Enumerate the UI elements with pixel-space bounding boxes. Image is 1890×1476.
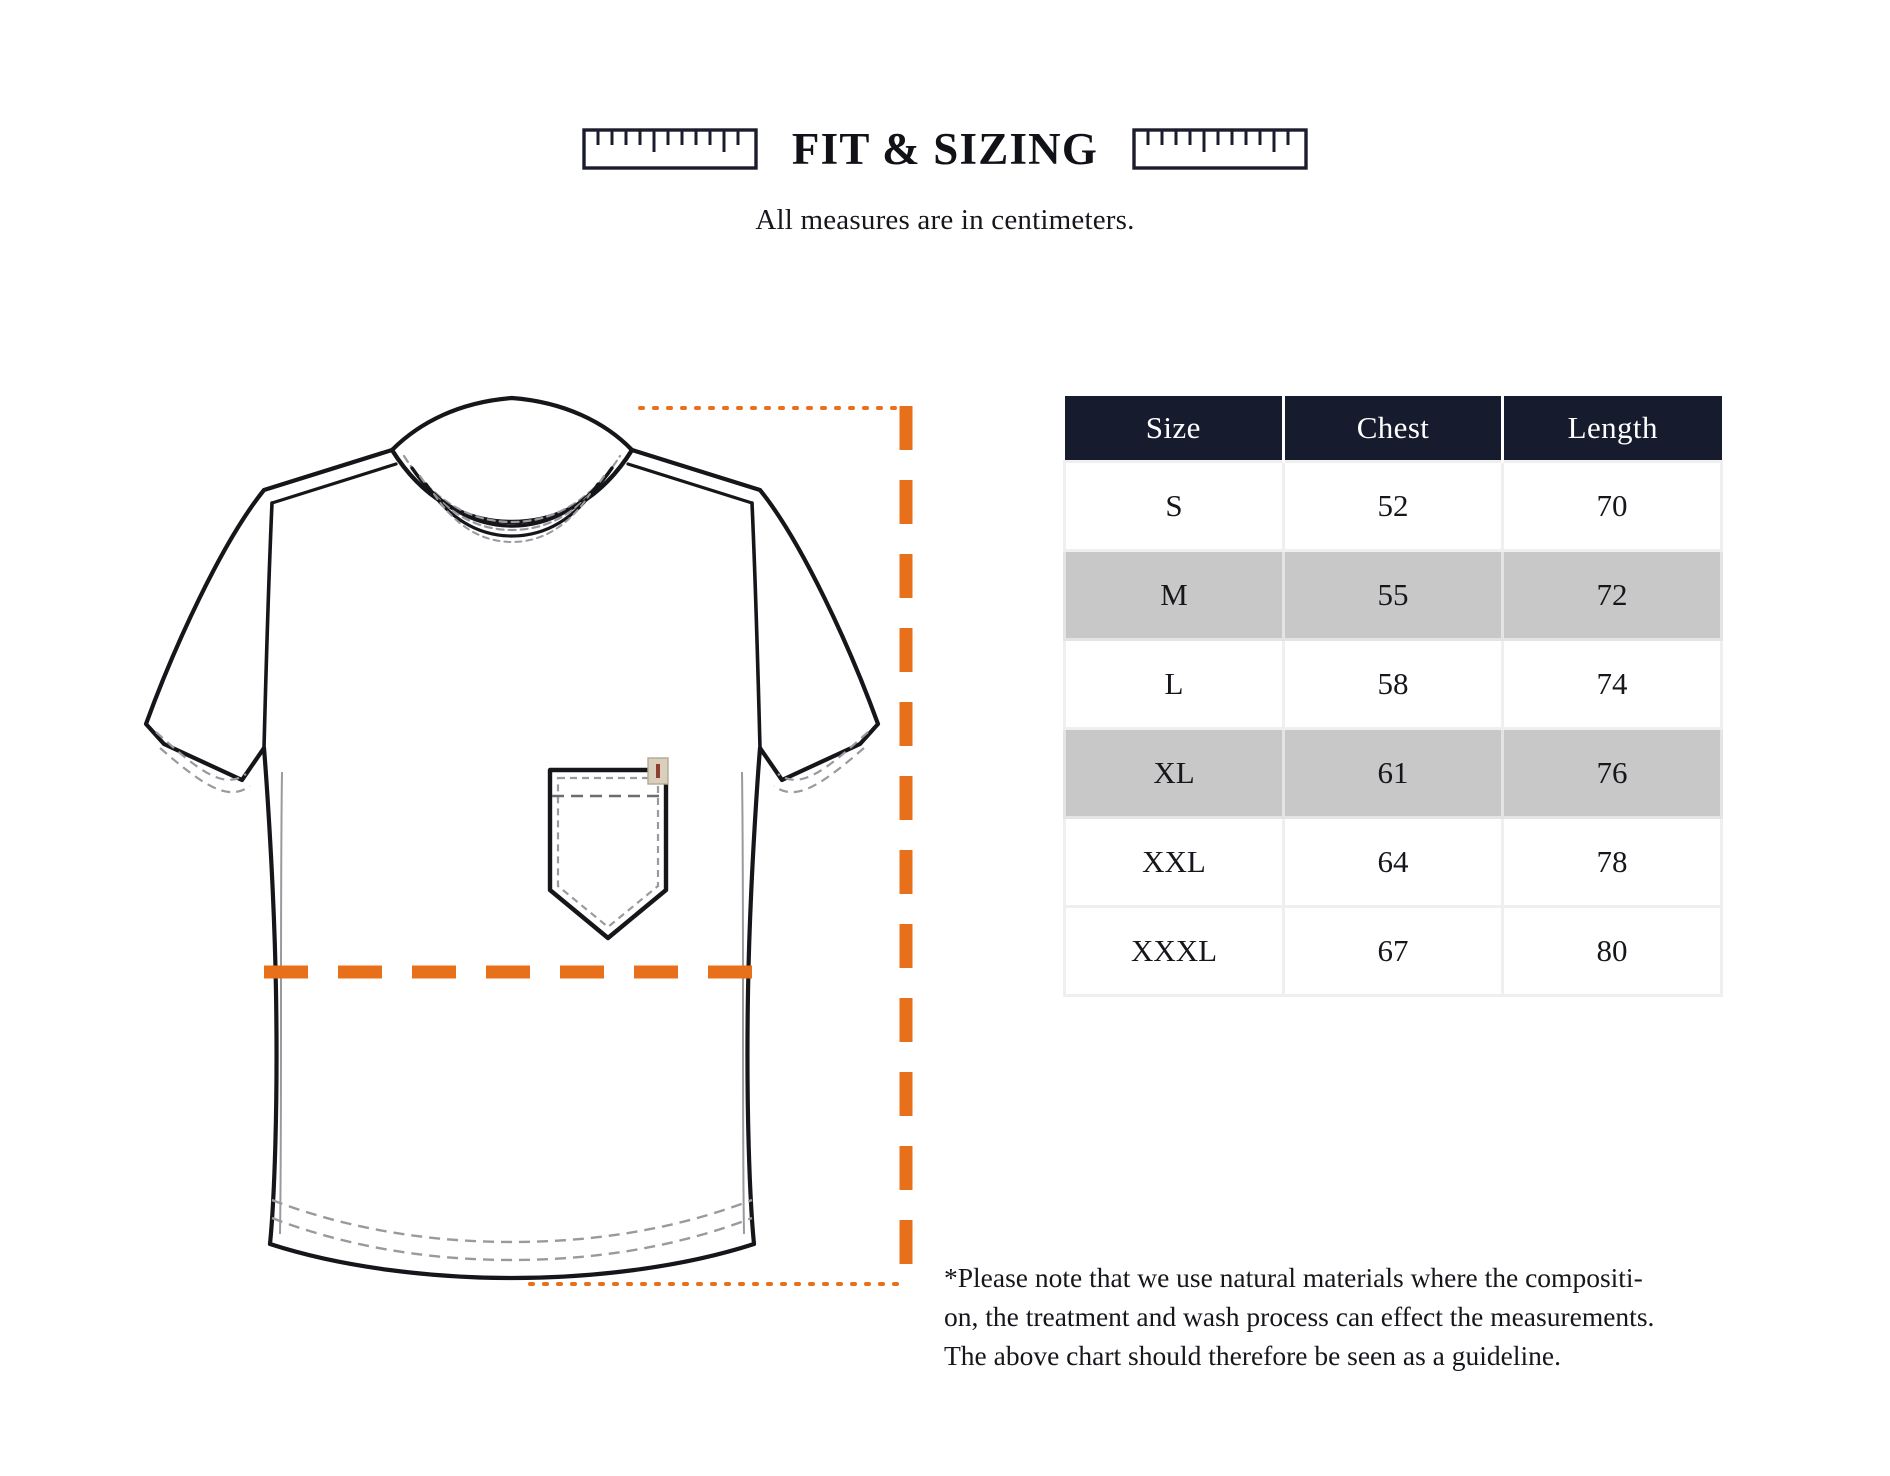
page-header [0, 122, 1890, 237]
table-row [1065, 729, 1722, 818]
table-row [1065, 818, 1722, 907]
cell-chest: 61 [1284, 729, 1503, 818]
title-row [0, 122, 1890, 176]
table-row [1065, 907, 1722, 996]
footnote-line-2: on, the treatment and wash process can effect the measurements. [944, 1301, 1655, 1333]
table-body [1065, 462, 1722, 996]
page-subtitle: All measures are in centimeters. [755, 204, 1135, 236]
cell-size: XL [1065, 729, 1284, 818]
cell-chest: 64 [1284, 818, 1503, 907]
table-row [1065, 462, 1722, 551]
column-header-chest: Chest [1284, 396, 1503, 462]
cell-size: L [1065, 640, 1284, 729]
footnote-line-3: The above chart should therefore be seen as a guideline. [944, 1340, 1561, 1372]
cell-size: S [1065, 462, 1284, 551]
cell-length: 70 [1503, 462, 1722, 551]
table-row [1065, 551, 1722, 640]
cell-length: 80 [1503, 907, 1722, 996]
column-header-length: Length [1503, 396, 1722, 462]
ruler-icon [1132, 128, 1308, 170]
table-header-row [1065, 396, 1722, 462]
tshirt-flat-svg [60, 372, 960, 1312]
column-header-size: Size [1065, 396, 1284, 462]
ruler-icon [582, 128, 758, 170]
cell-chest: 67 [1284, 907, 1503, 996]
cell-length: 76 [1503, 729, 1722, 818]
cell-size: XXXL [1065, 907, 1284, 996]
footnote [944, 1258, 1844, 1375]
cell-length: 78 [1503, 818, 1722, 907]
cell-chest: 58 [1284, 640, 1503, 729]
cell-size: M [1065, 551, 1284, 640]
tshirt-illustration [60, 372, 960, 1312]
table-row [1065, 640, 1722, 729]
size-chart-table [1063, 396, 1723, 997]
cell-length: 72 [1503, 551, 1722, 640]
cell-chest: 52 [1284, 462, 1503, 551]
cell-chest: 55 [1284, 551, 1503, 640]
page-title: FIT & SIZING [791, 123, 1099, 174]
cell-size: XXL [1065, 818, 1284, 907]
pocket-brand-label [648, 758, 668, 784]
cell-length: 74 [1503, 640, 1722, 729]
footnote-line-1: *Please note that we use natural materials where the compositi- [944, 1262, 1643, 1293]
